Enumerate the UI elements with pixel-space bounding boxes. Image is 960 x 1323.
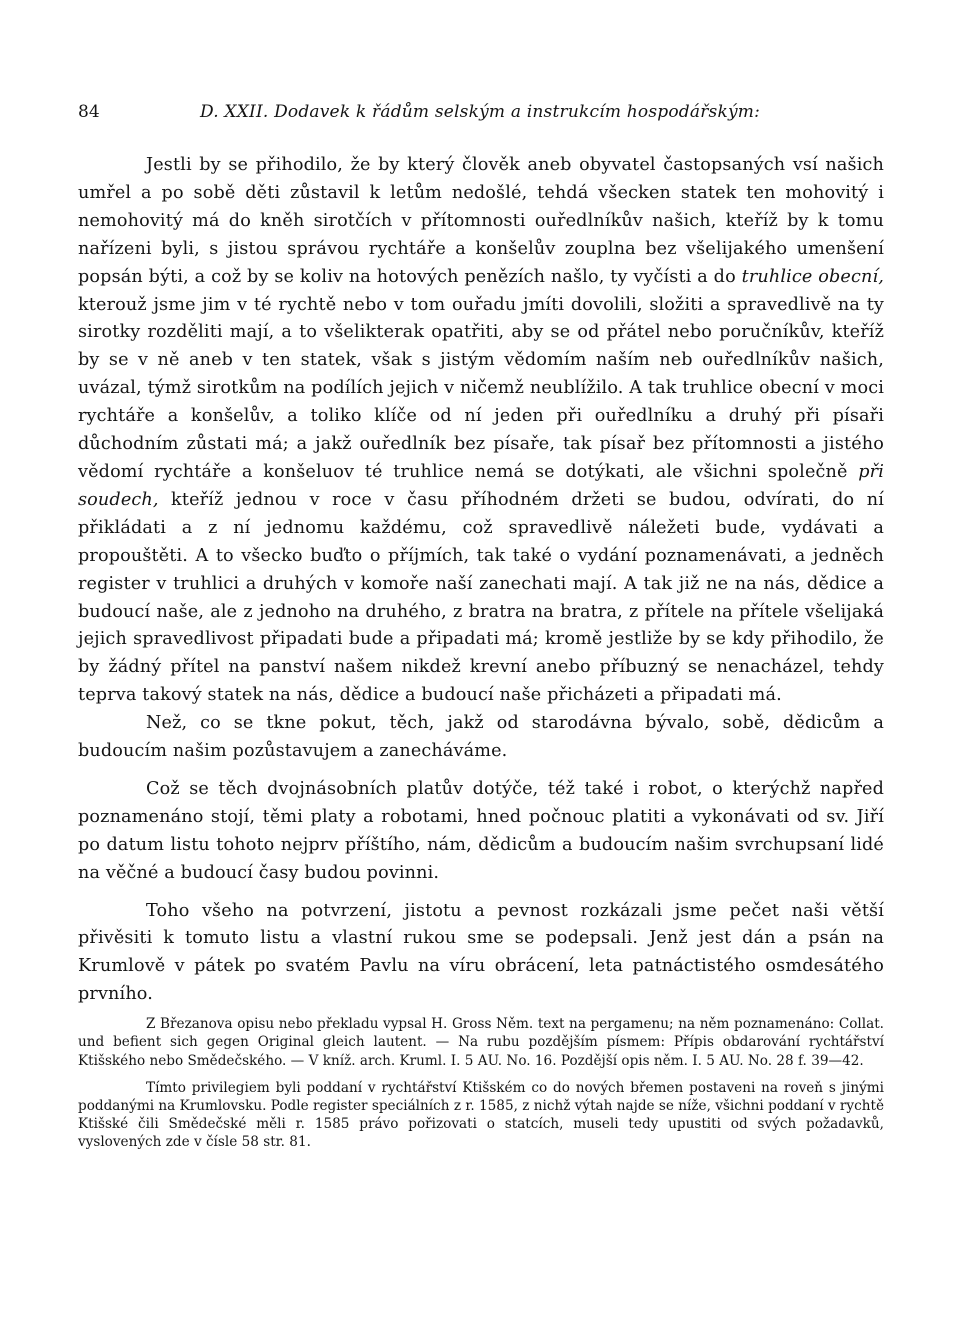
page-number: 84 (78, 102, 100, 122)
paragraph-1-part-c: kteříž jednou v roce v času příhodném držeti se budou, odvírati, do ní přikládati a z ní jednomu každému, což spravedlivě náležeti bude, vydávati a propouštěti. A to všecko buďto o příjmích, tak také o vydání poznamenávati, a jedněch register v truhlici a druhých v komoře naší zanechati mají. A tak již ne na nás, dědice a budoucí naše, ale z jednoho na druhého, z bratra na bratra, z přítele na přítele všelijaká jejich spravedlivost připadati bude a připadati má; kromě jestliže by se kdy přihodilo, že by žádný přítel na panství našem nikdež krevní anebo příbuzný se nenacházel, tehdy teprva takový statek na nás, dědice a budoucí naše přicházeti a připadati má. (78, 489, 884, 706)
paragraph-4: Toho všeho na potvrzení, jistotu a pevnost rozkázali jsme pečet naši větší přivěsiti k tomuto listu a vlastní rukou sme se podepsali. Jenž jest dán a psán na Krumlově v pátek po svatém Pavlu na víru obrácení, leta patnáctistého osmdesátého prvního. (78, 900, 884, 1005)
running-head: D. XXII. Dodavek k řádům selským a instrukcím hospodářským: (200, 102, 761, 122)
paragraph-1-part-a: Jestli by se přihodilo, že by který člověk aneb obyvatel častopsaných vsí našich umřel a po sobě děti zůstavil k letům nedošlé, tehdá všecken statek ten mohovitý i nemohovitý má do kněh sirotčích v přítomnosti ouředlníkův našich, kteříž by k tomu nařízeni byli, s jistou správou rychtáře a konšelův zouplna bez všelijakého umenšení popsán býti, a což by se koliv na hotových penězích našlo, ty vyčísti a do (78, 155, 884, 287)
footnotes (78, 1015, 884, 1151)
italic-term-soudech: při soudech, (78, 461, 884, 510)
commentary-note: Tímto privilegiem byli poddaní v rychtářství Ktišském co do nových břemen postaveni na roveň s jinými poddanými na Krumlovsku. Podle register speciálních z r. 1585, z nichž výtah najde se níže, všichni poddaní v rychtě Ktišské čili Smědečské měli r. 1585 právo pořizovati o statcích, museli tedy upustiti od svých požadavků, vyslovených zde v čísle 58 str. 81. (78, 1079, 884, 1151)
main-text (78, 152, 884, 1009)
paragraph-1-part-b: kterouž jsme jim v té rychtě nebo v tom ouřadu jmíti dovolili, složiti a spravedlivě na ty sirotky rozděliti mají, a to všelikterak opatřiti, aby se od přátel nebo poručníkův, kteříž by se v ně aneb v ten statek, však s jistým vědomím naším neb ouředlníkův našich, uvázal, týmž sirotkům na podílích jejich v ničemž neublížilo. A tak truhlice obecní v moci rychtáře a konšelův, a toliko klíče od ní jeden při ouředlníku a druhý při písaři důchodním zůstati má; a jakž ouředlník bez písaře, tak písař bez přítomnosti a jistého vědomí rychtáře a konšeluov té truhlice nemá se dotýkati, ale všichni společně (78, 294, 884, 482)
paragraph-1 (78, 152, 884, 710)
page-header (78, 102, 884, 132)
paragraph-2: Než, co se tkne pokut, těch, jakž od starodávna bývalo, sobě, dědicům a budoucím našim pozůstavujem a zanecháváme. (78, 713, 884, 762)
document-page (78, 102, 884, 1152)
source-note: Z Březanova opisu nebo překladu vypsal H. Gross Něm. text na pergamenu; na něm poznamenáno: Collat. und befient sich gegen Original gleich lautent. — Na rubu pozdějším písmem: Přípis obdarování rychtářství Ktišského nebo Smědečského. — V kníž. arch. Kruml. I. 5 AU. No. 16. Pozdější opis něm. I. 5 AU. No. 28 f. 39—42. (78, 1016, 884, 1069)
italic-term-truhlice: truhlice obecní, (741, 266, 884, 287)
paragraph-3: Což se těch dvojnásobních platův dotýče, též také i robot, o kterýchž napřed poznamenáno stojí, těmi platy a robotami, hned počnouc platiti a vykonávati od sv. Jiří po datum listu tohoto nejprv příštího, nám, dědicům a budoucím našim svrchupsaní lidé na věčné a budoucí časy budou povinni. (78, 778, 884, 883)
